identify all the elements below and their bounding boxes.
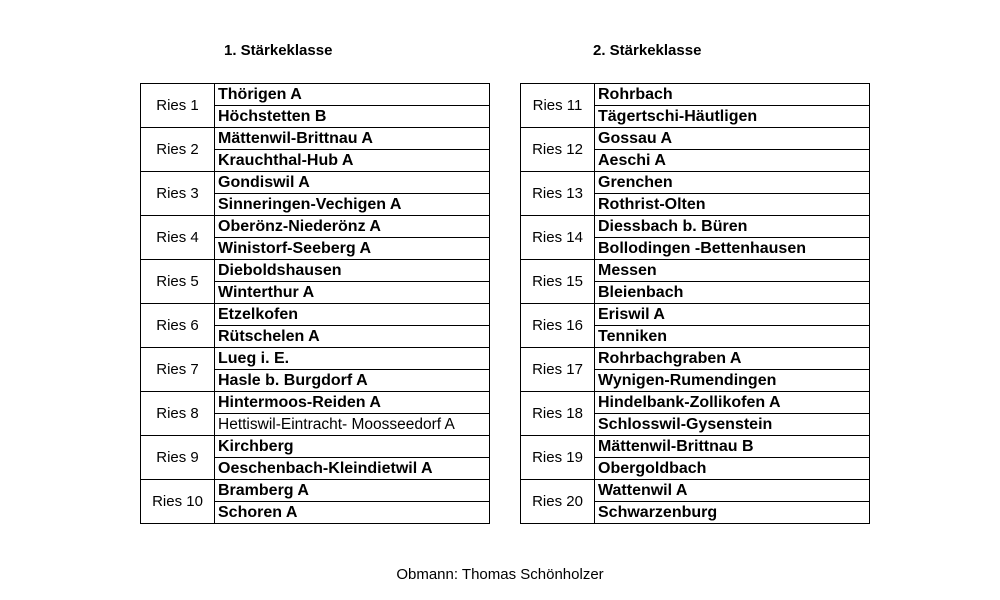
- ries-label: Ries 12: [521, 128, 595, 172]
- team-name: Gondiswil A: [215, 172, 490, 194]
- team-name: Oberönz-Niederönz A: [215, 216, 490, 238]
- team-name: Rohrbachgraben A: [595, 348, 870, 370]
- ries-label: Ries 14: [521, 216, 595, 260]
- ries-label: Ries 13: [521, 172, 595, 216]
- ries-label: Ries 8: [141, 392, 215, 436]
- table-row: [141, 436, 490, 458]
- team-name: Aeschi A: [595, 150, 870, 172]
- table-row: [141, 480, 490, 502]
- ries-label: Ries 20: [521, 480, 595, 524]
- ries-label: Ries 3: [141, 172, 215, 216]
- right-class-title: 2. Stärkeklasse: [593, 42, 702, 59]
- table-row: [521, 260, 870, 282]
- ries-label: Ries 19: [521, 436, 595, 480]
- team-name: Obergoldbach: [595, 458, 870, 480]
- ries-label: Ries 17: [521, 348, 595, 392]
- team-name: Winterthur A: [215, 282, 490, 304]
- team-name: Dieboldshausen: [215, 260, 490, 282]
- table-row: [521, 84, 870, 106]
- team-name: Mättenwil-Brittnau A: [215, 128, 490, 150]
- left-class-title: 1. Stärkeklasse: [224, 42, 333, 59]
- team-name: Kirchberg: [215, 436, 490, 458]
- team-name: Rothrist-Olten: [595, 194, 870, 216]
- team-name: Etzelkofen: [215, 304, 490, 326]
- team-name: Winistorf-Seeberg A: [215, 238, 490, 260]
- team-name: Thörigen A: [215, 84, 490, 106]
- ries-label: Ries 1: [141, 84, 215, 128]
- ries-label: Ries 15: [521, 260, 595, 304]
- team-name: Sinneringen-Vechigen A: [215, 194, 490, 216]
- table-row: [141, 84, 490, 106]
- ries-label: Ries 11: [521, 84, 595, 128]
- team-name: Tenniken: [595, 326, 870, 348]
- team-name: Oeschenbach-Kleindietwil A: [215, 458, 490, 480]
- table-row: [521, 436, 870, 458]
- team-name: Schoren A: [215, 502, 490, 524]
- team-name: Bleienbach: [595, 282, 870, 304]
- team-name: Wynigen-Rumendingen: [595, 370, 870, 392]
- ries-label: Ries 7: [141, 348, 215, 392]
- ries-label: Ries 4: [141, 216, 215, 260]
- team-name: Eriswil A: [595, 304, 870, 326]
- team-name: Grenchen: [595, 172, 870, 194]
- team-name: Schlosswil-Gysenstein: [595, 414, 870, 436]
- ries-label: Ries 18: [521, 392, 595, 436]
- ries-label: Ries 2: [141, 128, 215, 172]
- table-row: [521, 172, 870, 194]
- team-name: Tägertschi-Häutligen: [595, 106, 870, 128]
- table-row: [141, 172, 490, 194]
- table-row: [141, 128, 490, 150]
- team-name: Krauchthal-Hub A: [215, 150, 490, 172]
- table-row: [521, 304, 870, 326]
- team-name: Bollodingen -Bettenhausen: [595, 238, 870, 260]
- ries-label: Ries 10: [141, 480, 215, 524]
- table-row: [521, 348, 870, 370]
- team-name: Höchstetten B: [215, 106, 490, 128]
- table-row: [521, 216, 870, 238]
- team-name: Hettiswil-Eintracht- Moosseedorf A: [215, 414, 490, 436]
- right-ries-table: [520, 83, 870, 524]
- table-row: [521, 480, 870, 502]
- table-row: [521, 392, 870, 414]
- team-name: Bramberg A: [215, 480, 490, 502]
- team-name: Lueg i. E.: [215, 348, 490, 370]
- team-name: Gossau A: [595, 128, 870, 150]
- team-name: Hintermoos-Reiden A: [215, 392, 490, 414]
- team-name: Diessbach b. Büren: [595, 216, 870, 238]
- team-name: Schwarzenburg: [595, 502, 870, 524]
- table-row: [141, 304, 490, 326]
- ries-label: Ries 6: [141, 304, 215, 348]
- table-row: [141, 260, 490, 282]
- ries-label: Ries 5: [141, 260, 215, 304]
- team-name: Hasle b. Burgdorf A: [215, 370, 490, 392]
- table-row: [141, 392, 490, 414]
- table-row: [521, 128, 870, 150]
- team-name: Rütschelen A: [215, 326, 490, 348]
- team-name: Wattenwil A: [595, 480, 870, 502]
- table-row: [141, 348, 490, 370]
- team-name: Messen: [595, 260, 870, 282]
- left-ries-table: [140, 83, 490, 524]
- team-name: Mättenwil-Brittnau B: [595, 436, 870, 458]
- ries-label: Ries 16: [521, 304, 595, 348]
- footer-obmann: Obmann: Thomas Schönholzer: [396, 566, 604, 583]
- ries-label: Ries 9: [141, 436, 215, 480]
- team-name: Hindelbank-Zollikofen A: [595, 392, 870, 414]
- team-name: Rohrbach: [595, 84, 870, 106]
- table-row: [141, 216, 490, 238]
